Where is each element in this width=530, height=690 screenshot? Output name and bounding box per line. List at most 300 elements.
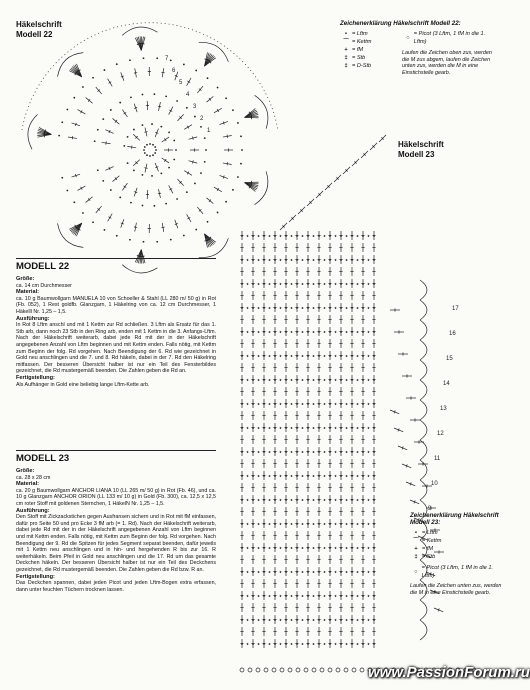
chain-stitch-mark [368,235,370,237]
chain-stitch-mark [324,355,326,357]
double-crochet-bar [158,106,161,107]
chain-stitch-mark [351,283,353,285]
chain-stitch-mark [252,331,254,333]
chain-stitch-mark [340,331,342,333]
legend-item-label: = Lftm [422,530,438,536]
chain-stitch-mark [307,523,309,525]
chain-stitch-mark [142,205,144,207]
chain-stitch-mark [340,403,342,405]
modell-23-instructions [16,450,216,593]
watermark: www.PassionForum.ru [368,664,530,681]
chain-stitch-mark [285,235,287,237]
chain-stitch-mark [357,307,359,309]
chain-stitch-mark [373,235,375,237]
chain-stitch-mark [241,259,243,261]
scallop-arc [420,620,427,640]
legend-item-label: = D-Stb [352,63,372,69]
chain-stitch-mark [149,155,151,157]
chain-stitch-mark [217,87,219,89]
chain-stitch-mark [346,379,348,381]
chain-stitch-mark [94,140,96,142]
chain-stitch-mark [274,355,276,357]
chain-stitch-mark [146,144,148,146]
chain-stitch-mark [258,571,260,573]
chain-stitch-mark [324,331,326,333]
chain-stitch-mark [357,355,359,357]
chain-stitch-mark [340,355,342,357]
chain-stitch-mark [280,307,282,309]
chain-stitch-mark [280,523,282,525]
chain-stitch-mark [258,499,260,501]
chain-stitch-mark [346,259,348,261]
chain-stitch-mark [335,403,337,405]
chain-stitch-mark [194,116,196,118]
chain-stitch-mark [346,235,348,237]
legend-item [410,545,505,553]
chain-stitch-mark [241,355,243,357]
chain-stitch-mark [204,137,206,139]
slip-stitch-icon: ⌒ [413,538,419,544]
chain-stitch-mark [362,547,364,549]
chain-stitch-mark [346,547,348,549]
chain-stitch-mark [285,475,287,477]
chain-stitch-mark [362,619,364,621]
chain-stitch-mark [313,619,315,621]
row-number: 14 [443,381,450,387]
chain-stitch-mark [340,475,342,477]
chain-stitch-mark [258,235,260,237]
scallop-arc [420,480,427,500]
chain-stitch-mark [357,571,359,573]
chain-stitch-mark [252,307,254,309]
chain-stitch-mark [351,235,353,237]
chain-stitch-mark [225,97,227,99]
chain-stitch-mark [296,451,298,453]
chain-stitch-mark [241,499,243,501]
chain-stitch-mark [92,221,94,223]
chain-stitch-mark [362,235,364,237]
chain-stitch-mark [362,355,364,357]
scallop-arc [420,420,427,440]
chain-stitch-mark [302,403,304,405]
chain-stitch-mark [373,643,375,645]
chain-stitch-mark [307,643,309,645]
chain-stitch-mark [291,451,293,453]
m23-execution: Den Stoff mit Zickzackstichen gegen Ausfransen sichern und in Rot mit fM einfassen, dafür pro Seite 50 und pro Ecke 3 fM arb (= 1. Rd). Nach der Häkelschrift weiterarb, dabei jede Rd mit der in der Häkelschrift angegebenen Anzahl von Lftm beginnen und mit Kettm enden. Falls nötig, mit Kettm zum Beginn der folg. Rd vorgehen. Nach Beendigung der 9. Rd die Spitzen für jedes Segment separat beenden, dafür jeweils mit 1 Kettm neu anschlingen und in hin- und hergehenden R bis zur 16. R weiterhäkeln. Beim Pfeil in Gold neu anschlingen und die 17. Rd um das gesamte Deckchen häkeln. Der besseren Übersicht halber ist nur ein Teil des Deckchens gezeichnet, die Rd mustergemäß beenden. Die Zahlen geben die Rd bzw. R an. [16,514,216,573]
chain-stitch-mark [280,451,282,453]
chain-stitch-mark [368,619,370,621]
chain-stitch-mark [269,451,271,453]
chain-stitch-mark [274,331,276,333]
treble-crochet-icon: ‡ [344,63,348,69]
chain-stitch-mark [153,205,155,207]
chain-stitch-mark [302,283,304,285]
chain-stitch-mark [373,619,375,621]
chain-stitch-mark [194,183,196,185]
chain-stitch-mark [335,427,337,429]
chain-stitch-mark [329,547,331,549]
chain-stitch-mark [58,135,60,137]
chain-stitch-mark [346,619,348,621]
chain-stitch-mark [274,451,276,453]
chain-stitch-mark [241,475,243,477]
chain-stitch-mark [247,355,249,357]
chain-stitch-mark [269,523,271,525]
chain-stitch-mark [313,379,315,381]
chain-stitch-mark [274,283,276,285]
picot-mark [304,668,308,672]
chain-stitch-mark [324,403,326,405]
chain-stitch-mark [362,595,364,597]
chain-stitch-mark [263,595,265,597]
legend-item-label: = Stb [422,554,436,560]
legend-item [410,529,505,537]
chain-stitch-mark [307,403,309,405]
chain-stitch-mark [351,475,353,477]
chain-stitch-mark [280,547,282,549]
chain-stitch-mark [346,475,348,477]
chain-stitch-mark [252,403,254,405]
chain-stitch-mark [252,643,254,645]
scallop-arc [420,440,427,460]
chain-stitch-mark [97,169,99,171]
chain-stitch-mark [357,451,359,453]
chain-stitch-mark [263,523,265,525]
double-crochet-bar [164,138,166,141]
chain-stitch-mark [324,307,326,309]
chain-stitch-mark [362,571,364,573]
chain-stitch-mark [252,475,254,477]
chain-stitch-mark [368,427,370,429]
scallop-arc [420,300,427,320]
legend23-title: Zeichenerklärung Häkelschrift Modell 23: [410,512,499,526]
chain-stitch-mark [335,307,337,309]
chain-stitch-mark [313,427,315,429]
chain-stitch-mark [357,427,359,429]
chain-stitch-mark [324,619,326,621]
chain-stitch-mark [329,523,331,525]
chain-stitch-mark [155,149,157,151]
chain-stitch-mark [285,643,287,645]
picot-mark [264,668,268,672]
chain-stitch-mark [329,379,331,381]
chain-stitch-mark [313,547,315,549]
chain-stitch-mark [329,451,331,453]
double-crochet-bar [131,146,132,149]
chain-stitch-mark [302,643,304,645]
chain-stitch-mark [291,619,293,621]
chain-stitch-mark [340,451,342,453]
chain-stitch-mark [247,379,249,381]
chain-stitch-mark [263,259,265,261]
chain-stitch-mark [165,95,167,97]
m23-size-label: Größe: [16,468,35,474]
chain-stitch-mark [335,283,337,285]
chain-stitch-mark [274,547,276,549]
chain-stitch-mark [280,475,282,477]
chain-stitch-mark [280,403,282,405]
chain-stitch-mark [274,259,276,261]
double-crochet-bar [124,186,127,188]
chain-stitch-mark [269,235,271,237]
chain-stitch-mark [269,595,271,597]
chain-stitch-mark [302,355,304,357]
chain-stitch-mark [302,595,304,597]
chain-stitch-mark [351,403,353,405]
chain-stitch-mark [329,595,331,597]
chain-stitch-mark [274,427,276,429]
chain-stitch-mark [160,172,162,174]
chain-stitch-mark [156,57,158,59]
chain-stitch-mark [324,379,326,381]
chain-stitch-mark [324,235,326,237]
chain-stitch-mark [269,379,271,381]
chain-stitch-mark [274,475,276,477]
chain-stitch-mark [324,643,326,645]
chain-stitch-mark [373,427,375,429]
chain-stitch-mark [351,595,353,597]
chain-stitch-mark [269,499,271,501]
chain-stitch-mark [175,149,177,151]
chain-stitch-mark [340,523,342,525]
legend-item [410,537,505,545]
chain-stitch-mark [357,283,359,285]
chain-stitch-mark [324,523,326,525]
picot-mark [360,668,364,672]
chain-stitch-mark [357,331,359,333]
chain-stitch-mark [329,619,331,621]
chain-stitch-mark [373,355,375,357]
chain-stitch-mark [340,643,342,645]
chain-stitch-mark [318,403,320,405]
chain-stitch-mark [252,355,254,357]
legend22-note: Laufen die Zeichen oben zus, werden die M zus abgem, laufen die Zeichen unten zus, werden die M in eine Einstichstelle gearb. [402,50,492,76]
chain-stitch-mark [318,619,320,621]
chain-stitch-mark [274,379,276,381]
chart23-title-line2: Modell 23 [398,150,435,159]
chain-stitch-mark [61,177,63,179]
chain-stitch-mark [291,283,293,285]
chain-stitch-mark [247,571,249,573]
chain-stitch-mark [318,523,320,525]
chain-stitch-mark [313,307,315,309]
chain-stitch-mark [269,355,271,357]
chain-stitch-mark [373,403,375,405]
chain-stitch-mark [318,307,320,309]
chain-stitch-mark [285,427,287,429]
legend-item [340,38,402,46]
chain-stitch-mark [307,499,309,501]
legend-item-label: = Lftm [352,31,368,37]
chain-stitch-mark [296,547,298,549]
m22-execution: In Rot 8 Lftm anschl und mit 1 Kettm zur Rd schließen. 3 Lftm als Ersatz für das 1. Stb arb, dann noch 23 Stb in den Ring arb, enden mit 1 Kettm in die 3. Anfangs-Lftm. Nach der Häkelschrift weiterarb, dabei jede Rd mit der in der Häkelschrift angegebenen Anzahl von Lftm beginnen und mit Kettm enden. Falls nötig, mit Kettm zum Beginn der folg. Rd vorgehen. Nach Beendigung der 6. Rd wie gezeichnet in Gold neu anschlingen und die 7. und 8. Rd häkeln, dabei in der 7. Rd den Häkelring mitfassen. Der besseren Übersicht halber ist nur ein Teil des Fensterbildes gezeichnet, die Rd mustergemäß beenden. Die Zahlen geben die Rd an. [16,322,216,375]
chain-stitch-mark [313,475,315,477]
chain-stitch-mark [302,307,304,309]
chain-stitch-mark [307,235,309,237]
chain-stitch-mark [247,499,249,501]
chain-stitch-mark [247,403,249,405]
chain-stitch-mark [296,499,298,501]
chain-stitch-mark [241,451,243,453]
chain-stitch-mark [247,547,249,549]
chain-stitch-mark [307,571,309,573]
chain-stitch-mark [263,331,265,333]
chain-stitch-mark [280,571,282,573]
chain-stitch-mark [130,96,132,98]
chain-stitch-mark [296,355,298,357]
legend-item-label: = Kettm [422,538,442,544]
chain-stitch-mark [263,355,265,357]
chain-stitch-mark [129,59,131,61]
m23-material-label: Material: [16,481,40,488]
chain-stitch-mark [143,149,145,151]
m22-finish-label: Fertigstellung: [16,374,55,381]
legend22-picot [402,30,498,46]
row-number: 6 [172,68,176,74]
chain-stitch-mark [252,571,254,573]
chain-stitch-mark [280,643,282,645]
chain-stitch-mark [252,523,254,525]
picot-mark [312,668,316,672]
chain-stitch-mark [318,595,320,597]
chain-stitch-mark [291,595,293,597]
chain-stitch-mark [241,283,243,285]
chain-stitch-mark [263,571,265,573]
chain-stitch-mark [329,307,331,309]
chain-stitch-mark [142,94,144,96]
chain-stitch-mark [318,283,320,285]
chain-stitch-mark [340,571,342,573]
chain-stitch-mark [346,571,348,573]
chain-stitch-mark [324,499,326,501]
scallop-arc [420,600,427,620]
chain-stitch-mark [241,523,243,525]
chain-stitch-mark [285,523,287,525]
chain-stitch-mark [247,523,249,525]
chain-stitch-mark [168,131,170,133]
chain-stitch-mark [346,523,348,525]
picot-mark [248,668,252,672]
chain-stitch-mark [110,189,112,191]
chain-stitch-mark [357,259,359,261]
chain-stitch-mark [176,100,178,102]
chain-stitch-mark [318,355,320,357]
chain-stitch-mark [152,144,154,146]
chain-stitch-mark [362,283,364,285]
section-rule [16,258,216,259]
chain-stitch-mark [302,571,304,573]
chain-stitch-mark [313,283,315,285]
chain-stitch-mark [318,331,320,333]
chain-stitch-mark [340,235,342,237]
chain-stitch-mark [151,175,153,177]
row-number: 15 [446,356,453,362]
chain-stitch-mark [346,427,348,429]
chain-stitch-mark [205,149,207,151]
legend22-title: Zeichenerklärung Häkelschrift Modell 22: [340,20,461,27]
chain-stitch-mark [329,427,331,429]
chain-stitch-mark [152,154,154,156]
chain-stitch-mark [373,259,375,261]
chain-stitch-mark [318,475,320,477]
legend22-picot-label: = Picot (3 Lftm, 1 fM in die 1. Lftm) [413,31,486,45]
chain-stitch-mark [357,547,359,549]
chain-stitch-mark [241,547,243,549]
chain-stitch-mark [368,475,370,477]
chain-stitch-mark [368,283,370,285]
chain-stitch-mark [280,355,282,357]
chain-stitch-mark [285,379,287,381]
double-crochet-bar [144,168,147,169]
chain-stitch-mark [307,595,309,597]
picot-mark [256,668,260,672]
chain-stitch-mark [307,547,309,549]
chain-stitch-mark [318,499,320,501]
chain-stitch-mark [296,259,298,261]
chain-stitch-mark [318,571,320,573]
chain-stitch-mark [335,523,337,525]
chain-stitch-mark [351,643,353,645]
chain-stitch-mark [346,595,348,597]
chain-stitch-mark [143,241,145,243]
chain-stitch-mark [263,427,265,429]
chain-stitch-mark [296,283,298,285]
chain-stitch-mark [373,379,375,381]
chain-stitch-mark [247,331,249,333]
chain-stitch-mark [313,451,315,453]
row-number: 1 [207,128,211,134]
chain-stitch-mark [269,403,271,405]
chain-stitch-mark [258,259,260,261]
m22-size: ca. 14 cm Durchmesser [16,282,72,289]
chain-stitch-mark [335,331,337,333]
chain-stitch-mark [368,643,370,645]
chain-stitch-mark [307,619,309,621]
chain-stitch-mark [269,283,271,285]
chain-stitch-mark [247,283,249,285]
chain-stitch-mark [373,307,375,309]
m22-size-label: Größe: [16,276,35,282]
chain-stitch-mark [307,259,309,261]
chain-stitch-mark [207,221,209,223]
chain-stitch-mark [127,162,129,164]
chain-stitch-mark [241,427,243,429]
chain-stitch-mark [165,203,167,205]
chain-stitch-mark [291,499,293,501]
chain-stitch-mark [241,595,243,597]
chain-stitch-mark [296,619,298,621]
chain-stitch-mark [302,379,304,381]
chain-stitch-mark [357,499,359,501]
chain-stitch-mark [269,259,271,261]
chain-stitch-mark [324,451,326,453]
chain-stitch-mark [296,571,298,573]
chain-stitch-mark [291,307,293,309]
chain-stitch-mark [357,643,359,645]
double-crochet-bar [161,72,164,73]
chain-stitch-mark [296,235,298,237]
chain-stitch-mark [373,571,375,573]
chain-stitch-mark [335,595,337,597]
m22-material-label: Material: [16,289,40,296]
picot-icon: ○ [406,35,410,41]
chain-stitch-mark [351,259,353,261]
chain-stitch-mark [133,129,135,131]
chain-stitch-mark [329,259,331,261]
chain-stitch-mark [302,475,304,477]
chain-stitch-mark [368,499,370,501]
chain-stitch-mark [351,499,353,501]
